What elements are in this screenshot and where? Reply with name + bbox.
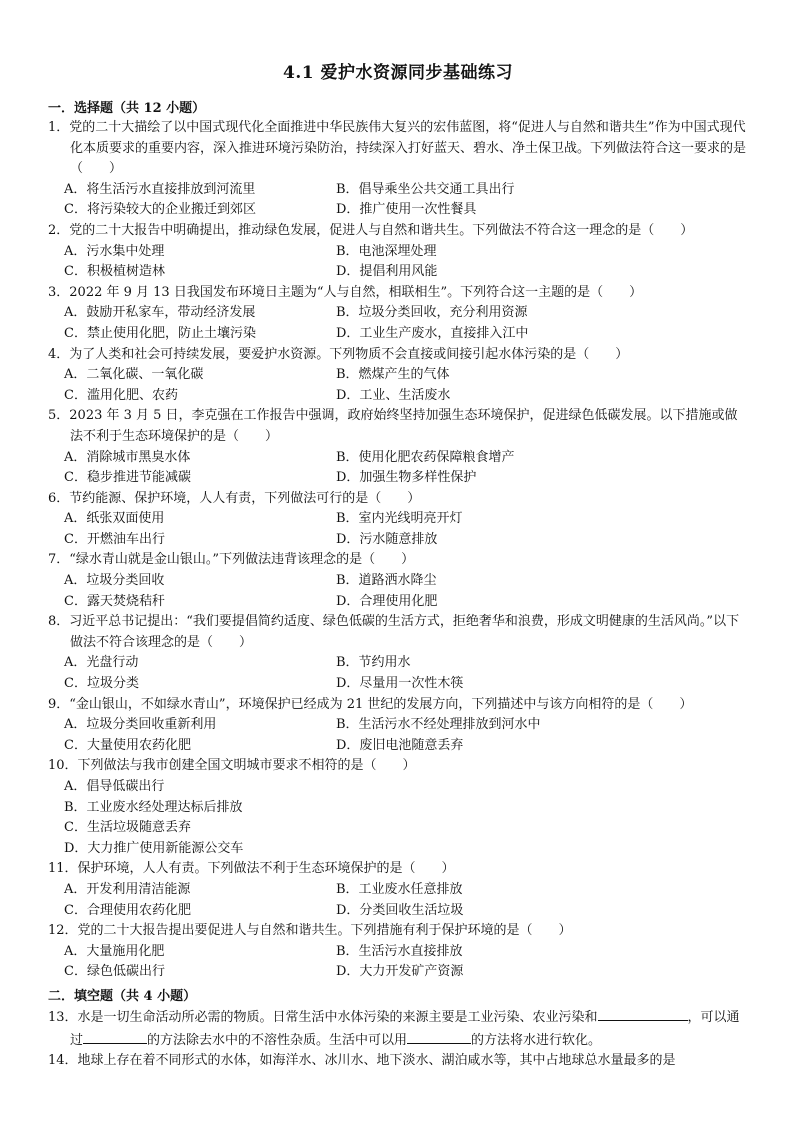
option-list [48, 653, 748, 694]
page-title: 4.1 爱护水资源同步基础练习 [283, 63, 513, 83]
option-list [48, 180, 748, 221]
question-13-text-3: 的方法除去水中的不溶性杂质。生活中可以用 [147, 1032, 408, 1048]
option-list [48, 303, 748, 344]
answer-option[interactable]: A．大量施用化肥 [64, 943, 165, 959]
question-stem: 2．党的二十大报告中明确提出，推动绿色发展，促进人与自然和谐共生。下列做法不符合这一理念的是（ ） [48, 222, 694, 238]
question-4 [48, 345, 748, 407]
question-stem: 3．2022 年 9 月 13 日我国发布环境日主题为“人与自然，相联相生”。下列符合这一主题的是（ ） [48, 284, 643, 300]
question-1 [48, 118, 748, 221]
question-12 [48, 921, 748, 983]
answer-option[interactable]: C．禁止使用化肥，防止土壤污染 [64, 325, 256, 341]
answer-option[interactable]: A．垃圾分类回收 [64, 573, 165, 589]
answer-option[interactable]: D．分类回收生活垃圾 [336, 902, 464, 918]
question-13-text-4: 的方法将水进行软化。 [471, 1032, 602, 1048]
answer-option[interactable]: A．纸张双面使用 [64, 511, 165, 527]
question-13-text-2: ，可以通过 [70, 1009, 740, 1048]
question-10 [48, 756, 748, 859]
question-stem: 4．为了人类和社会可持续发展，要爱护水资源。下列物质不会直接或间接引起水体污染的是（ ） [48, 346, 629, 362]
question-9 [48, 695, 748, 757]
answer-option[interactable]: C．大量使用农药化肥 [64, 737, 191, 753]
question-2 [48, 221, 748, 283]
answer-option[interactable]: A．污水集中处理 [64, 243, 165, 259]
answer-option[interactable]: B．节约用水 [336, 655, 411, 671]
answer-option[interactable]: D．加强生物多样性保护 [336, 470, 477, 486]
question-stem: 8．习近平总书记提出：“我们要提倡简约适度、绿色低碳的生活方式，拒绝奢华和浪费，形成文明健康的生活风尚。”以下做法不符合该理念的是（ ） [48, 614, 740, 650]
answer-option[interactable]: C．垃圾分类 [64, 676, 139, 692]
answer-option[interactable]: C．开燃油车出行 [64, 531, 165, 547]
answer-option[interactable]: B．工业废水任意排放 [336, 881, 463, 897]
answer-option[interactable]: A．鼓励开私家车，带动经济发展 [64, 305, 256, 321]
answer-option[interactable]: C．合理使用农药化肥 [64, 902, 191, 918]
question-stem: 5．2023 年 3 月 5 日，李克强在工作报告中强调，政府始终坚持加强生态环境保护，促进绿色低碳发展。以下措施或做法不利于生态环境保护的是（ ） [48, 408, 738, 444]
section-heading-choice: 一．选择题（共 12 小题） [48, 101, 206, 116]
answer-option[interactable]: A．二氧化碳、一氧化碳 [64, 367, 204, 383]
answer-option[interactable]: A．光盘行动 [64, 655, 139, 671]
answer-option[interactable]: A．倡导低碳出行 [64, 779, 165, 794]
option-list [48, 365, 748, 406]
question-3 [48, 283, 748, 345]
answer-option[interactable]: B．垃圾分类回收，充分利用资源 [336, 305, 528, 321]
answer-option[interactable]: D．工业生产废水，直接排入江中 [336, 325, 529, 341]
answer-option[interactable]: C．积极植树造林 [64, 264, 165, 280]
answer-option[interactable]: B．道路洒水降尘 [336, 573, 437, 589]
option-list [48, 715, 748, 756]
answer-option[interactable]: B．倡导乘坐公共交通工具出行 [336, 181, 515, 197]
question-13-text-1: 13．水是一切生命活动所必需的物质。日常生活中水体污染的来源主要是工业污染、农业污染和 [48, 1009, 598, 1025]
option-list [48, 448, 748, 489]
answer-option[interactable]: B．室内光线明亮开灯 [336, 511, 463, 527]
answer-option[interactable]: B．工业废水经处理达标后排放 [64, 799, 243, 815]
answer-option[interactable]: A．消除城市黑臭水体 [64, 449, 191, 465]
option-list [48, 509, 748, 550]
question-11 [48, 859, 748, 921]
question-8 [48, 612, 748, 694]
answer-option[interactable]: D．合理使用化肥 [336, 593, 438, 609]
answer-option[interactable]: B．燃煤产生的气体 [336, 367, 450, 383]
question-stem: 1．党的二十大描绘了以中国式现代化全面推进中华民族伟大复兴的宏伟蓝图，将“促进人与自然和谐共生”作为中国式现代化本质要求的重要内容，深入推进环境污染防治，持续深入打好蓝天、碧水、净土保卫战。下列做法符合这一要求的是（ ） [48, 120, 747, 177]
answer-option[interactable]: D．提倡利用风能 [336, 264, 438, 280]
question-14 [48, 1051, 748, 1072]
question-stem: 11．保护环境，人人有责。下列做法不利于生态环境保护的是（ ） [48, 861, 455, 877]
answer-option[interactable]: D．推广使用一次性餐具 [336, 202, 477, 218]
question-stem: 12．党的二十大报告提出要促进人与自然和谐共生。下列措施有利于保护环境的是（ ） [48, 923, 572, 939]
answer-option[interactable]: C．将污染较大的企业搬迁到郊区 [64, 202, 256, 218]
answer-option[interactable]: D．大力推广使用新能源公交车 [64, 840, 244, 856]
answer-option[interactable]: C．滥用化肥、农药 [64, 387, 178, 403]
answer-blank[interactable] [407, 1029, 471, 1044]
option-list [48, 942, 748, 983]
answer-option[interactable]: C．露天焚烧秸秆 [64, 593, 165, 609]
question-stem: 6．节约能源、保护环境，人人有责，下列做法可行的是（ ） [48, 490, 421, 506]
question-list [48, 118, 748, 983]
answer-option[interactable]: D．废旧电池随意丢弃 [336, 737, 464, 753]
question-stem: 7．“绿水青山就是金山银山。”下列做法违背该理念的是（ ） [48, 552, 415, 568]
section-heading-fill: 二．填空题（共 4 小题） [48, 988, 197, 1004]
answer-blank[interactable] [83, 1029, 147, 1044]
answer-option[interactable]: A．开发利用清洁能源 [64, 881, 191, 897]
answer-option[interactable]: B．生活污水不经处理排放到河水中 [336, 717, 541, 733]
answer-option[interactable]: D．工业、生活废水 [336, 387, 451, 403]
answer-option[interactable]: D．大力开发矿产资源 [336, 964, 464, 980]
question-14-text-1: 14．地球上存在着不同形式的水体，如海洋水、冰川水、地下淡水、湖泊咸水等，其中占地球总水量最多的是 [48, 1053, 676, 1069]
question-6 [48, 489, 748, 551]
option-list [48, 571, 748, 612]
answer-blank[interactable] [598, 1006, 688, 1021]
option-list [48, 242, 748, 283]
question-13 [48, 1006, 748, 1051]
question-stem: 9．“金山银山，不如绿水青山”，环境保护已经成为 21 世纪的发展方向，下列描述中与该方向相符的是（ ） [48, 696, 693, 712]
question-5 [48, 406, 748, 488]
answer-option[interactable]: B．电池深埋处理 [336, 243, 437, 259]
answer-option[interactable]: D．尽量用一次性木筷 [336, 676, 464, 692]
answer-option[interactable]: A．将生活污水直接排放到河流里 [64, 181, 256, 197]
answer-option[interactable]: C．绿色低碳出行 [64, 964, 165, 980]
option-list [48, 777, 748, 859]
answer-option[interactable]: C．稳步推进节能减碳 [64, 470, 191, 486]
option-list [48, 880, 748, 921]
answer-option[interactable]: A．垃圾分类回收重新利用 [64, 717, 217, 733]
answer-option[interactable]: C．生活垃圾随意丢弃 [64, 820, 191, 836]
answer-option[interactable]: B．使用化肥农药保障粮食增产 [336, 449, 515, 465]
answer-option[interactable]: D．污水随意排放 [336, 531, 438, 547]
question-7 [48, 550, 748, 612]
question-stem: 10．下列做法与我市创建全国文明城市要求不相符的是（ ） [48, 758, 416, 774]
answer-option[interactable]: B．生活污水直接排放 [336, 943, 463, 959]
